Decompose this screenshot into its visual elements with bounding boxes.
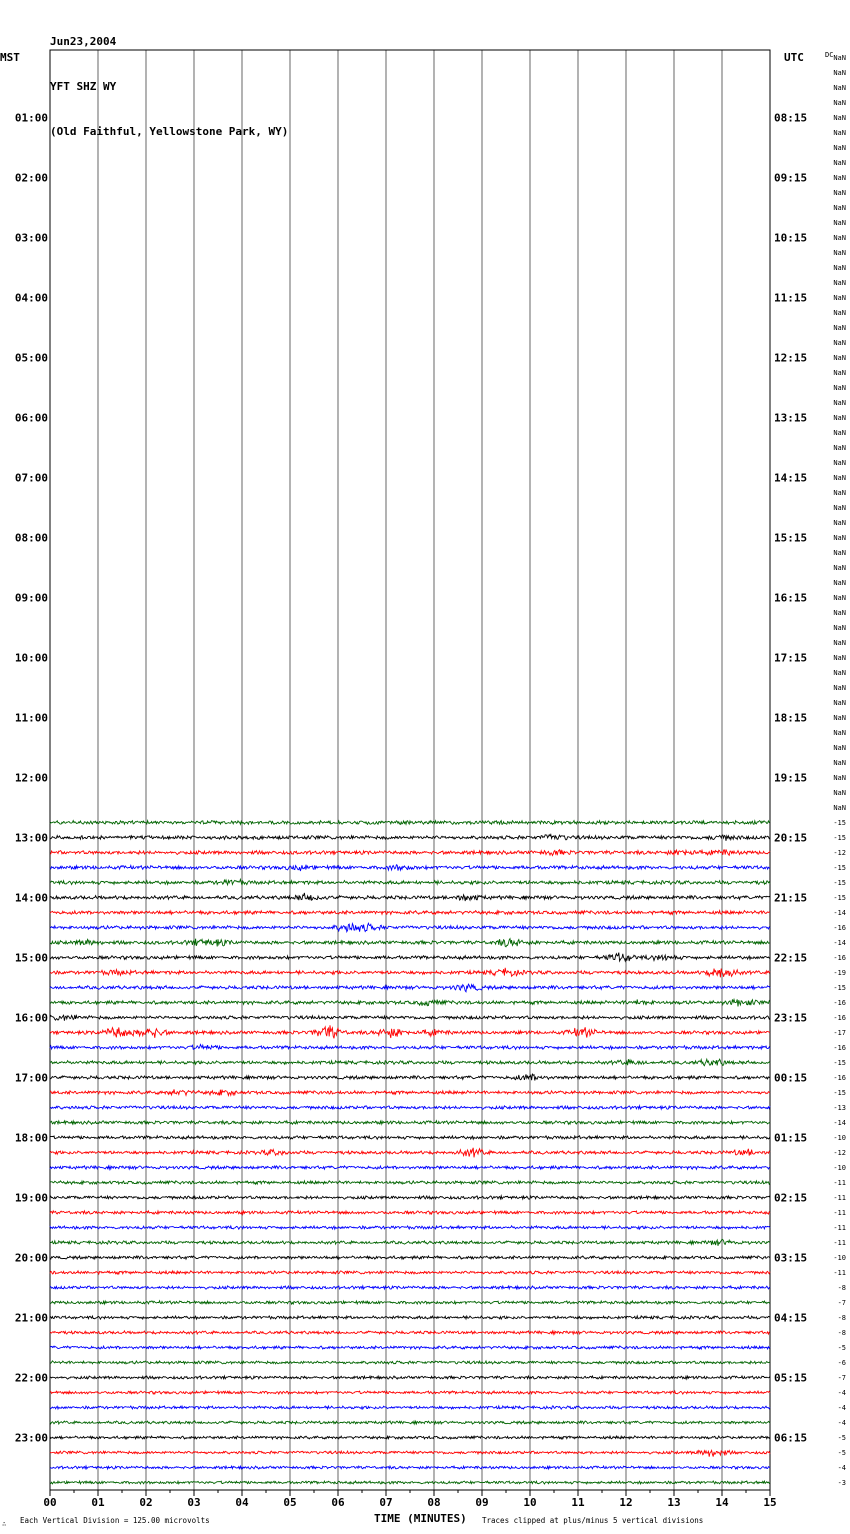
utc-hour-label: 12:15 bbox=[774, 351, 808, 365]
dc-offset-label: -8 bbox=[837, 1329, 846, 1337]
mst-hour-label: 15:00 bbox=[14, 951, 48, 965]
seismic-trace bbox=[50, 879, 770, 885]
corner-mark: ∴ bbox=[2, 1520, 7, 1528]
mst-hour-labels bbox=[15, 112, 48, 1445]
seismic-trace bbox=[50, 1286, 770, 1289]
dc-offset-label: NaN bbox=[833, 234, 846, 242]
dc-offset-label: NaN bbox=[833, 624, 846, 632]
mst-hour-label: 04:00 bbox=[14, 291, 48, 305]
utc-hour-labels bbox=[774, 112, 807, 1445]
utc-hour-label: 09:15 bbox=[774, 171, 808, 185]
mst-hour-label: 12:00 bbox=[14, 771, 48, 785]
seismic-trace bbox=[50, 1316, 770, 1319]
dc-offset-label: -11 bbox=[833, 1209, 846, 1217]
utc-hour-label: 19:15 bbox=[774, 771, 808, 785]
x-tick-label: 01 bbox=[91, 1496, 105, 1509]
dc-offset-labels bbox=[833, 54, 846, 1487]
dc-offset-label: -15 bbox=[833, 1059, 846, 1067]
seismic-trace bbox=[50, 1074, 770, 1080]
seismic-trace bbox=[50, 1331, 770, 1334]
x-tick-label: 08 bbox=[427, 1496, 441, 1509]
dc-offset-label: NaN bbox=[833, 519, 846, 527]
dc-offset-label: NaN bbox=[833, 594, 846, 602]
utc-hour-label: 03:15 bbox=[774, 1251, 808, 1265]
x-tick-label: 11 bbox=[571, 1496, 585, 1509]
dc-offset-label: NaN bbox=[833, 189, 846, 197]
mst-hour-label: 07:00 bbox=[14, 471, 48, 485]
right-axis-label: UTC bbox=[784, 51, 804, 64]
header-location: (Old Faithful, Yellowstone Park, WY) bbox=[50, 125, 289, 138]
utc-hour-label: 17:15 bbox=[774, 651, 808, 665]
dc-offset-label: NaN bbox=[833, 384, 846, 392]
utc-hour-label: 01:15 bbox=[774, 1131, 808, 1145]
dc-offset-label: NaN bbox=[833, 729, 846, 737]
mst-hour-label: 16:00 bbox=[14, 1011, 48, 1025]
dc-offset-label: NaN bbox=[833, 129, 846, 137]
scale-note: Each Vertical Division = 125.00 microvolts bbox=[20, 1516, 210, 1525]
mst-hour-label: 09:00 bbox=[14, 591, 48, 605]
header-station: YFT SHZ WY bbox=[50, 80, 117, 93]
dc-offset-label: NaN bbox=[833, 99, 846, 107]
mst-hour-label: 08:00 bbox=[14, 531, 48, 545]
x-tick-label: 09 bbox=[475, 1496, 489, 1509]
seismic-trace bbox=[50, 999, 770, 1006]
dc-offset-label: -11 bbox=[833, 1224, 846, 1232]
dc-offset-label: NaN bbox=[833, 114, 846, 122]
seismic-trace bbox=[50, 1045, 770, 1050]
utc-hour-label: 02:15 bbox=[774, 1191, 808, 1205]
dc-offset-label: NaN bbox=[833, 264, 846, 272]
utc-hour-label: 21:15 bbox=[774, 891, 808, 905]
seismic-trace bbox=[50, 1211, 770, 1214]
dc-offset-label: NaN bbox=[833, 534, 846, 542]
dc-offset-label: -16 bbox=[833, 1044, 846, 1052]
dc-offset-label: -15 bbox=[833, 864, 846, 872]
dc-offset-label: NaN bbox=[833, 444, 846, 452]
seismic-trace bbox=[50, 835, 770, 841]
dc-offset-label: -16 bbox=[833, 999, 846, 1007]
dc-offset-label: -10 bbox=[833, 1254, 846, 1262]
dc-offset-label: NaN bbox=[833, 339, 846, 347]
seismic-trace bbox=[50, 1406, 770, 1409]
dc-offset-label: -12 bbox=[833, 849, 846, 857]
seismic-trace bbox=[50, 1166, 770, 1170]
mst-hour-label: 05:00 bbox=[14, 351, 48, 365]
utc-hour-label: 15:15 bbox=[774, 531, 808, 545]
seismic-trace bbox=[50, 865, 770, 871]
mst-hour-label: 10:00 bbox=[14, 651, 48, 665]
seismic-trace bbox=[50, 1059, 770, 1066]
x-tick-label: 07 bbox=[379, 1496, 393, 1509]
seismic-trace bbox=[50, 849, 770, 855]
x-tick-label: 00 bbox=[43, 1496, 57, 1509]
dc-offset-label: NaN bbox=[833, 279, 846, 287]
dc-offset-label: -14 bbox=[833, 939, 846, 947]
utc-hour-label: 11:15 bbox=[774, 291, 808, 305]
clip-note: Traces clipped at plus/minus 5 vertical divisions bbox=[482, 1516, 704, 1525]
seismic-trace bbox=[50, 1025, 770, 1038]
dc-offset-label: NaN bbox=[833, 354, 846, 362]
dc-offset-label: -3 bbox=[837, 1479, 846, 1487]
seismic-trace bbox=[50, 968, 770, 978]
dc-offset-label: -10 bbox=[833, 1134, 846, 1142]
dc-offset-label: -15 bbox=[833, 879, 846, 887]
dc-offset-label: -15 bbox=[833, 1089, 846, 1097]
utc-hour-label: 10:15 bbox=[774, 231, 808, 245]
seismic-trace bbox=[50, 1106, 770, 1110]
dc-offset-label: -17 bbox=[833, 1029, 846, 1037]
dc-offset-label: -16 bbox=[833, 954, 846, 962]
dc-offset-label: -15 bbox=[833, 834, 846, 842]
dc-offset-label: NaN bbox=[833, 759, 846, 767]
dc-offset-label: NaN bbox=[833, 744, 846, 752]
seismic-trace bbox=[50, 1121, 770, 1125]
seismic-trace bbox=[50, 1391, 770, 1394]
x-axis-ticks bbox=[43, 1490, 776, 1509]
dc-offset-label: NaN bbox=[833, 309, 846, 317]
mst-hour-label: 17:00 bbox=[14, 1071, 48, 1085]
mst-hour-label: 20:00 bbox=[14, 1251, 48, 1265]
x-axis-title: TIME (MINUTES) bbox=[374, 1512, 467, 1525]
dc-offset-label: NaN bbox=[833, 429, 846, 437]
seismic-trace bbox=[50, 1361, 770, 1364]
utc-hour-label: 05:15 bbox=[774, 1371, 808, 1385]
seismic-trace bbox=[50, 1226, 770, 1229]
utc-hour-label: 08:15 bbox=[774, 111, 808, 125]
dc-offset-label: -16 bbox=[833, 924, 846, 932]
seismic-trace bbox=[50, 1181, 770, 1184]
dc-offset-label: -8 bbox=[837, 1284, 846, 1292]
utc-hour-label: 22:15 bbox=[774, 951, 808, 965]
dc-offset-label: -4 bbox=[837, 1464, 846, 1472]
mst-hour-label: 03:00 bbox=[14, 231, 48, 245]
x-tick-label: 05 bbox=[283, 1496, 297, 1509]
dc-offset-label: -15 bbox=[833, 819, 846, 827]
seismic-trace bbox=[50, 1196, 770, 1199]
seismic-trace bbox=[50, 1136, 770, 1140]
x-tick-label: 04 bbox=[235, 1496, 249, 1509]
seismic-trace bbox=[50, 984, 770, 992]
dc-offset-label: NaN bbox=[833, 639, 846, 647]
dc-offset-label: NaN bbox=[833, 549, 846, 557]
dc-offset-label: NaN bbox=[833, 84, 846, 92]
dc-offset-label: -5 bbox=[837, 1449, 846, 1457]
dc-offset-label: NaN bbox=[833, 174, 846, 182]
minute-gridlines bbox=[98, 50, 722, 1490]
dc-offset-label: -15 bbox=[833, 984, 846, 992]
dc-offset-label: NaN bbox=[833, 489, 846, 497]
seismic-traces bbox=[50, 821, 770, 1484]
dc-offset-label: NaN bbox=[833, 684, 846, 692]
dc-offset-label: -4 bbox=[837, 1404, 846, 1412]
dc-offset-label: NaN bbox=[833, 609, 846, 617]
seismic-trace bbox=[50, 1271, 770, 1274]
dc-offset-label: NaN bbox=[833, 369, 846, 377]
dc-header: DC bbox=[825, 51, 834, 59]
x-tick-label: 06 bbox=[331, 1496, 345, 1509]
left-axis-label: MST bbox=[0, 51, 20, 64]
dc-offset-label: NaN bbox=[833, 294, 846, 302]
dc-offset-label: NaN bbox=[833, 219, 846, 227]
dc-offset-label: NaN bbox=[833, 204, 846, 212]
dc-offset-label: -15 bbox=[833, 894, 846, 902]
dc-offset-label: -4 bbox=[837, 1419, 846, 1427]
dc-offset-label: -11 bbox=[833, 1179, 846, 1187]
dc-offset-label: NaN bbox=[833, 699, 846, 707]
utc-hour-label: 20:15 bbox=[774, 831, 808, 845]
mst-hour-label: 19:00 bbox=[14, 1191, 48, 1205]
x-tick-label: 12 bbox=[619, 1496, 633, 1509]
dc-offset-label: NaN bbox=[833, 504, 846, 512]
mst-hour-label: 02:00 bbox=[14, 171, 48, 185]
dc-offset-label: NaN bbox=[833, 414, 846, 422]
dc-offset-label: -7 bbox=[837, 1299, 846, 1307]
seismic-trace bbox=[50, 1256, 770, 1259]
x-tick-label: 14 bbox=[715, 1496, 729, 1509]
mst-hour-label: 13:00 bbox=[14, 831, 48, 845]
utc-hour-label: 18:15 bbox=[774, 711, 808, 725]
dc-offset-label: NaN bbox=[833, 669, 846, 677]
dc-offset-label: -16 bbox=[833, 1074, 846, 1082]
dc-offset-label: -14 bbox=[833, 909, 846, 917]
dc-offset-label: -12 bbox=[833, 1149, 846, 1157]
mst-hour-label: 01:00 bbox=[14, 111, 48, 125]
dc-offset-label: NaN bbox=[833, 579, 846, 587]
seismic-trace bbox=[50, 1239, 770, 1246]
seismic-trace bbox=[50, 1015, 770, 1021]
mst-hour-label: 21:00 bbox=[14, 1311, 48, 1325]
seismic-trace bbox=[50, 1301, 770, 1304]
dc-offset-label: -14 bbox=[833, 1119, 846, 1127]
seismic-trace bbox=[50, 1450, 770, 1456]
seismic-trace bbox=[50, 1421, 770, 1424]
dc-offset-label: -19 bbox=[833, 969, 846, 977]
utc-hour-label: 16:15 bbox=[774, 591, 808, 605]
utc-hour-label: 00:15 bbox=[774, 1071, 808, 1085]
utc-hour-label: 04:15 bbox=[774, 1311, 808, 1325]
dc-offset-label: NaN bbox=[833, 714, 846, 722]
seismic-trace bbox=[50, 1346, 770, 1349]
x-tick-label: 02 bbox=[139, 1496, 153, 1509]
seismic-trace bbox=[50, 1436, 770, 1439]
dc-offset-label: NaN bbox=[833, 69, 846, 77]
dc-offset-label: -5 bbox=[837, 1344, 846, 1352]
dc-offset-label: NaN bbox=[833, 249, 846, 257]
utc-hour-label: 23:15 bbox=[774, 1011, 808, 1025]
x-tick-label: 15 bbox=[763, 1496, 777, 1509]
dc-offset-label: NaN bbox=[833, 144, 846, 152]
dc-offset-label: -7 bbox=[837, 1374, 846, 1382]
seismic-trace bbox=[50, 939, 770, 947]
dc-offset-label: NaN bbox=[833, 399, 846, 407]
mst-hour-label: 22:00 bbox=[14, 1371, 48, 1385]
seismic-trace bbox=[50, 911, 770, 915]
dc-offset-label: -4 bbox=[837, 1389, 846, 1397]
dc-offset-label: NaN bbox=[833, 804, 846, 812]
seismic-trace bbox=[50, 1466, 770, 1469]
seismic-trace bbox=[50, 1148, 770, 1158]
seismic-trace bbox=[50, 893, 770, 901]
dc-offset-label: NaN bbox=[833, 654, 846, 662]
seismic-trace bbox=[50, 923, 770, 931]
mst-hour-label: 18:00 bbox=[14, 1131, 48, 1145]
dc-offset-label: -8 bbox=[837, 1314, 846, 1322]
utc-hour-label: 13:15 bbox=[774, 411, 808, 425]
dc-offset-label: NaN bbox=[833, 54, 846, 62]
dc-offset-label: NaN bbox=[833, 474, 846, 482]
header-date: Jun23,2004 bbox=[50, 35, 117, 48]
utc-hour-label: 06:15 bbox=[774, 1431, 808, 1445]
dc-offset-label: -16 bbox=[833, 1014, 846, 1022]
dc-offset-label: NaN bbox=[833, 774, 846, 782]
dc-offset-label: -13 bbox=[833, 1104, 846, 1112]
x-tick-label: 10 bbox=[523, 1496, 537, 1509]
dc-offset-label: -11 bbox=[833, 1239, 846, 1247]
mst-hour-label: 23:00 bbox=[14, 1431, 48, 1445]
dc-offset-label: NaN bbox=[833, 324, 846, 332]
dc-offset-label: NaN bbox=[833, 789, 846, 797]
mst-hour-label: 06:00 bbox=[14, 411, 48, 425]
mst-hour-label: 11:00 bbox=[14, 711, 48, 725]
dc-offset-label: NaN bbox=[833, 459, 846, 467]
dc-offset-label: -10 bbox=[833, 1164, 846, 1172]
x-tick-label: 03 bbox=[187, 1496, 201, 1509]
seismic-trace bbox=[50, 821, 770, 825]
x-tick-label: 13 bbox=[667, 1496, 681, 1509]
seismic-trace bbox=[50, 1089, 770, 1095]
mst-hour-label: 14:00 bbox=[14, 891, 48, 905]
dc-offset-label: NaN bbox=[833, 564, 846, 572]
utc-hour-label: 14:15 bbox=[774, 471, 808, 485]
dc-offset-label: -11 bbox=[833, 1194, 846, 1202]
dc-offset-label: NaN bbox=[833, 159, 846, 167]
dc-offset-label: -6 bbox=[837, 1359, 846, 1367]
seismic-trace bbox=[50, 953, 770, 962]
dc-offset-label: -11 bbox=[833, 1269, 846, 1277]
dc-offset-label: -5 bbox=[837, 1434, 846, 1442]
seismic-trace bbox=[50, 1481, 770, 1484]
seismic-trace bbox=[50, 1376, 770, 1379]
